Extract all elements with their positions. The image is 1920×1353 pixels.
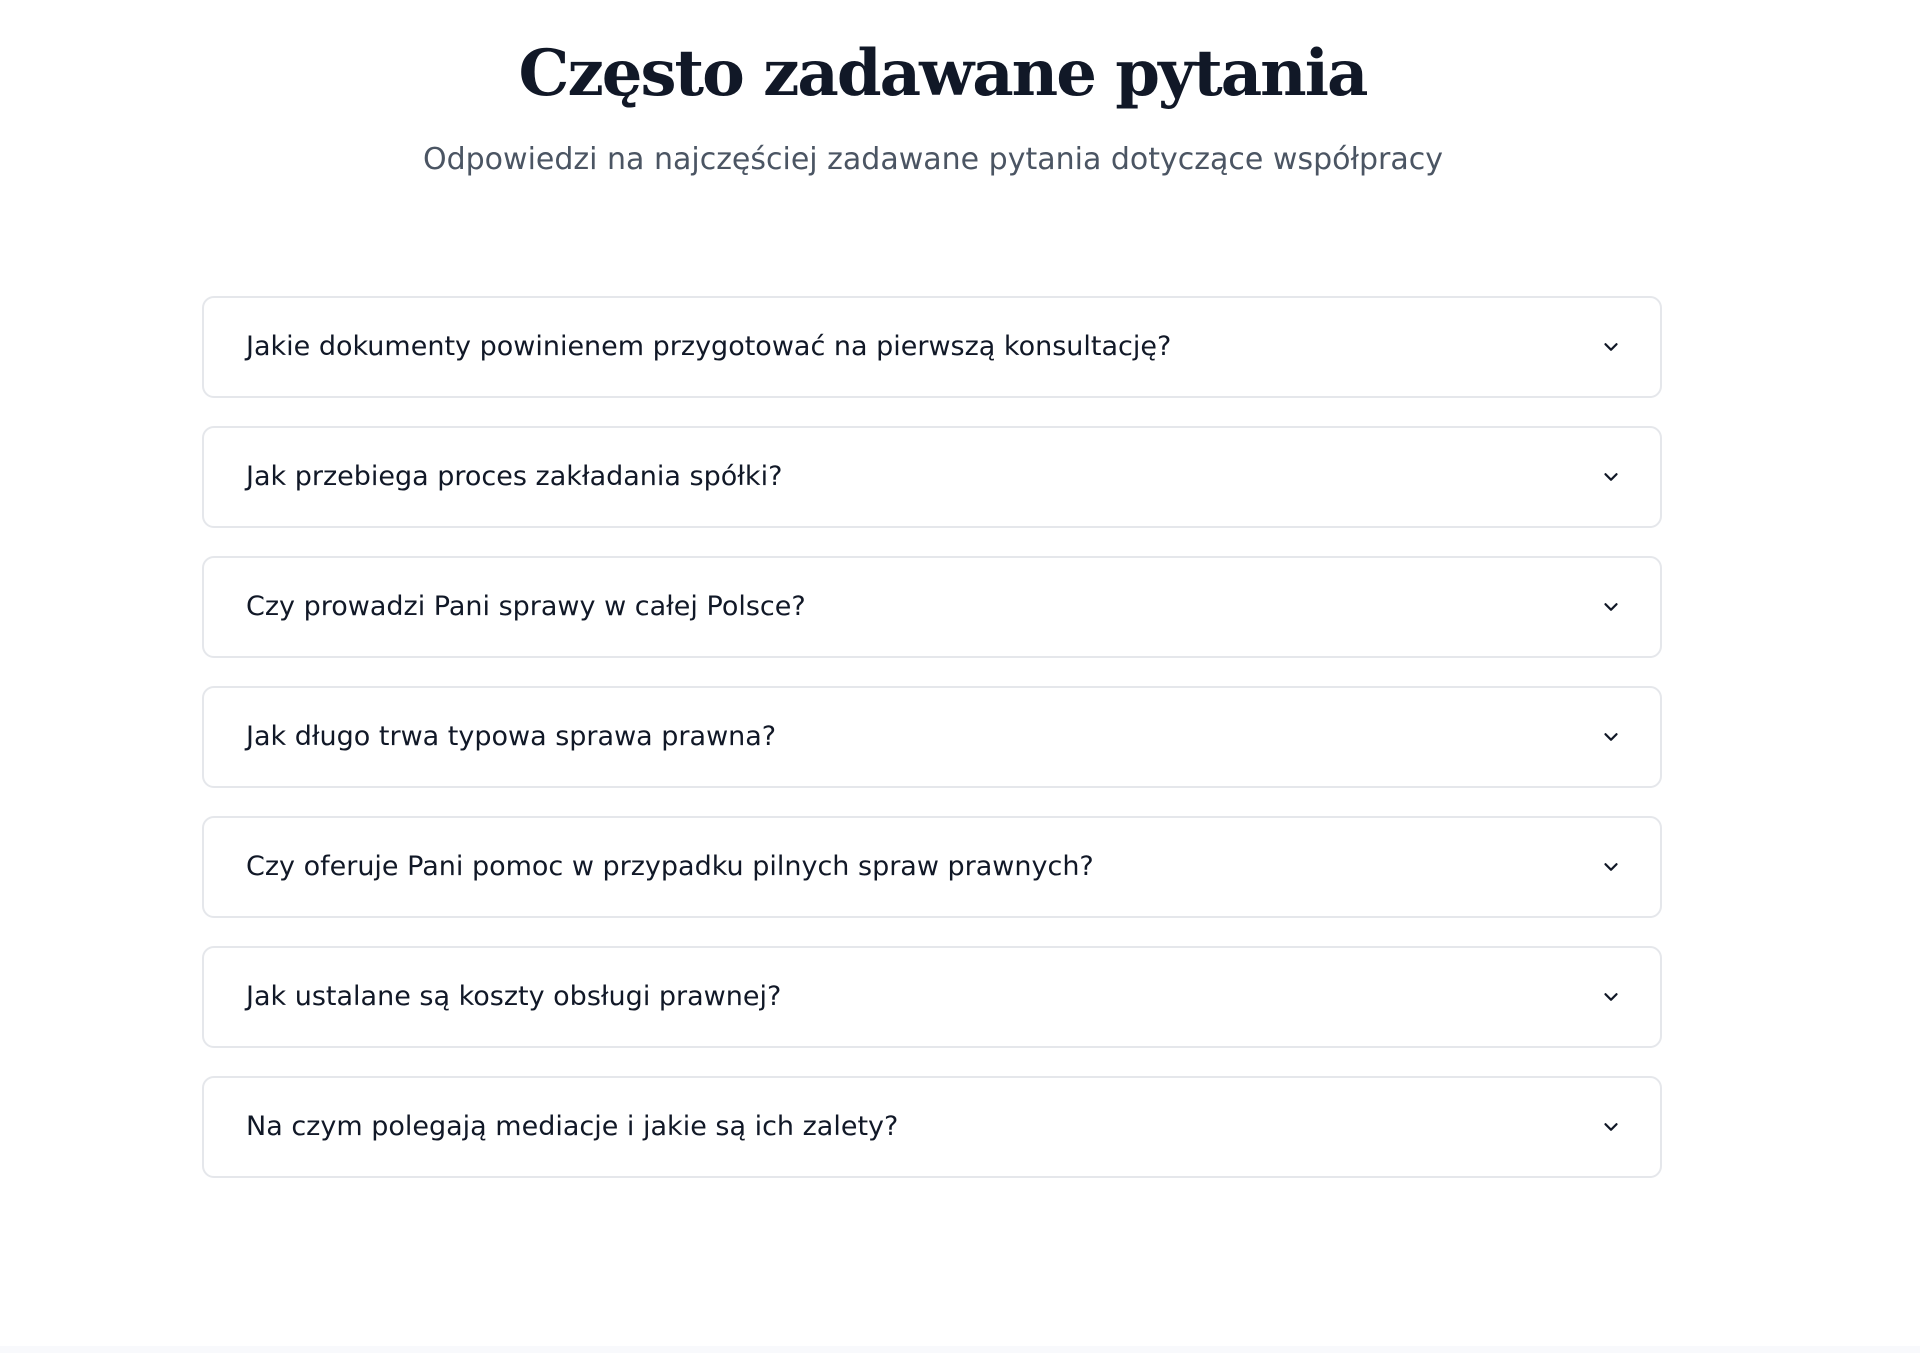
- faq-item[interactable]: [202, 946, 1662, 1048]
- next-section-band: [0, 1346, 1920, 1353]
- chevron-down-icon: [1600, 856, 1622, 878]
- chevron-down-icon: [1600, 1116, 1622, 1138]
- faq-item[interactable]: [202, 816, 1662, 918]
- faq-title: Często zadawane pytania: [518, 36, 1367, 111]
- chevron-down-icon: [1600, 336, 1622, 358]
- faq-question: Jak długo trwa typowa sprawa prawna?: [246, 721, 777, 752]
- chevron-down-icon: [1600, 986, 1622, 1008]
- faq-list: [202, 296, 1662, 1206]
- faq-question: Jak ustalane są koszty obsługi prawnej?: [246, 981, 782, 1012]
- faq-question: Jakie dokumenty powinienem przygotować na pierwszą konsultację?: [246, 331, 1172, 362]
- chevron-down-icon: [1600, 466, 1622, 488]
- chevron-down-icon: [1600, 596, 1622, 618]
- faq-question: Czy oferuje Pani pomoc w przypadku pilnych spraw prawnych?: [246, 851, 1094, 882]
- faq-item[interactable]: [202, 686, 1662, 788]
- faq-question: Jak przebiega proces zakładania spółki?: [246, 461, 783, 492]
- faq-item[interactable]: [202, 426, 1662, 528]
- faq-item[interactable]: [202, 296, 1662, 398]
- chevron-down-icon: [1600, 726, 1622, 748]
- faq-subtitle: Odpowiedzi na najczęściej zadawane pytania dotyczące współpracy: [422, 142, 1443, 177]
- faq-question: Na czym polegają mediacje i jakie są ich zalety?: [246, 1111, 899, 1142]
- faq-item[interactable]: [202, 1076, 1662, 1178]
- faq-question: Czy prowadzi Pani sprawy w całej Polsce?: [246, 591, 806, 622]
- faq-item[interactable]: [202, 556, 1662, 658]
